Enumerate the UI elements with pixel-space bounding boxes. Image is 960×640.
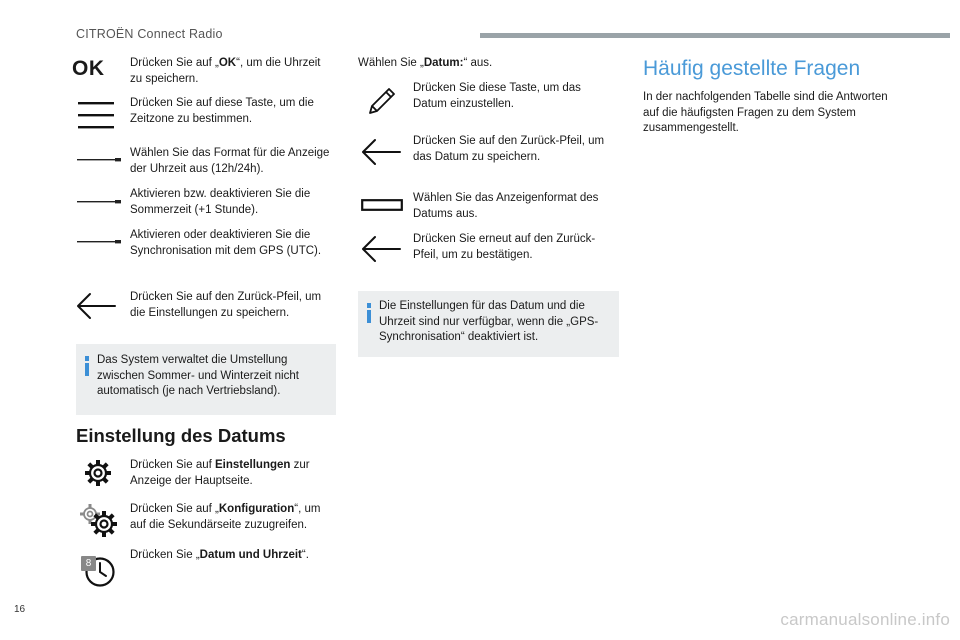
back-arrow-icon: [76, 292, 116, 320]
toggle-line-icon: [77, 240, 121, 244]
header-bar: [480, 33, 950, 38]
pencil-icon: [366, 85, 398, 117]
menu-lines-icon: [78, 101, 114, 129]
back-arrow-icon: [361, 138, 401, 166]
instruction-settings: Drücken Sie auf Einstellungen zur Anzeige der Hauptseite.: [130, 459, 310, 487]
instruction-time-format: Wählen Sie das Format für die Anzeige der Uhrzeit aus (12h/24h).: [130, 147, 330, 175]
instruction-select-date: Wählen Sie „Datum:“ aus.: [358, 57, 493, 69]
instruction-save-date: Drücken Sie auf den Zurück-Pfeil, um das Datum zu speichern.: [413, 135, 605, 163]
instruction-save-settings: Drücken Sie auf den Zurück-Pfeil, um die Einstellungen zu speichern.: [130, 291, 322, 319]
instruction-configuration: Drücken Sie auf „Konfiguration“, um auf die Sekundärseite zuzugreifen.: [130, 503, 321, 531]
page-number: 16: [14, 604, 26, 615]
page-badge: 8: [81, 556, 96, 571]
faq-title: Häufig gestellte Fragen: [643, 57, 861, 80]
running-header: CITROËN Connect Radio: [76, 27, 223, 41]
toggle-line-icon: [77, 158, 121, 162]
double-gear-icon: [78, 503, 122, 539]
instruction-timezone: Drücken Sie auf diese Taste, um die Zeitzone zu bestimmen.: [130, 97, 314, 125]
format-rectangle-icon: [361, 199, 403, 211]
instruction-edit-date: Drücken Sie diese Taste, um das Datum einzustellen.: [413, 82, 581, 110]
faq-intro: In der nachfolgenden Tabelle sind die Antworten auf die häufigsten Fragen zu dem System zusammengestellt.: [643, 91, 888, 134]
info-text: Die Einstellungen für das Datum und die Uhrzeit sind nur verfügbar, wenn die „GPS-Synchronisation“ deaktiviert ist.: [379, 300, 599, 343]
info-text: Das System verwaltet die Umstellung zwischen Sommer- und Winterzeit nicht automatisch (je nach Vertriebsland).: [97, 354, 299, 397]
instruction-gps-sync: Aktivieren oder deaktivieren Sie die Synchronisation mit dem GPS (UTC).: [130, 229, 322, 257]
back-arrow-icon: [361, 235, 401, 263]
gear-icon: [84, 459, 112, 487]
ok-button-icon: OK: [72, 57, 105, 80]
info-icon: [85, 356, 89, 376]
instruction-date-time: Drücken Sie „Datum und Uhrzeit“.: [130, 549, 309, 561]
watermark: carmanualsonline.info: [780, 610, 950, 629]
instruction-confirm: Drücken Sie erneut auf den Zurück-Pfeil, um zu bestätigen.: [413, 233, 596, 261]
info-box-gps: [358, 291, 619, 357]
instruction-date-format: Wählen Sie das Anzeigenformat des Datums aus.: [413, 192, 599, 220]
instruction-ok: Drücken Sie auf „OK“, um die Uhrzeit zu speichern.: [130, 57, 321, 85]
info-icon: [367, 303, 371, 323]
toggle-line-icon: [77, 200, 121, 204]
instruction-dst: Aktivieren bzw. deaktivieren Sie die Sommerzeit (+1 Stunde).: [130, 188, 311, 216]
section-title-date: Einstellung des Datums: [76, 425, 286, 446]
info-box-dst: [76, 344, 336, 415]
